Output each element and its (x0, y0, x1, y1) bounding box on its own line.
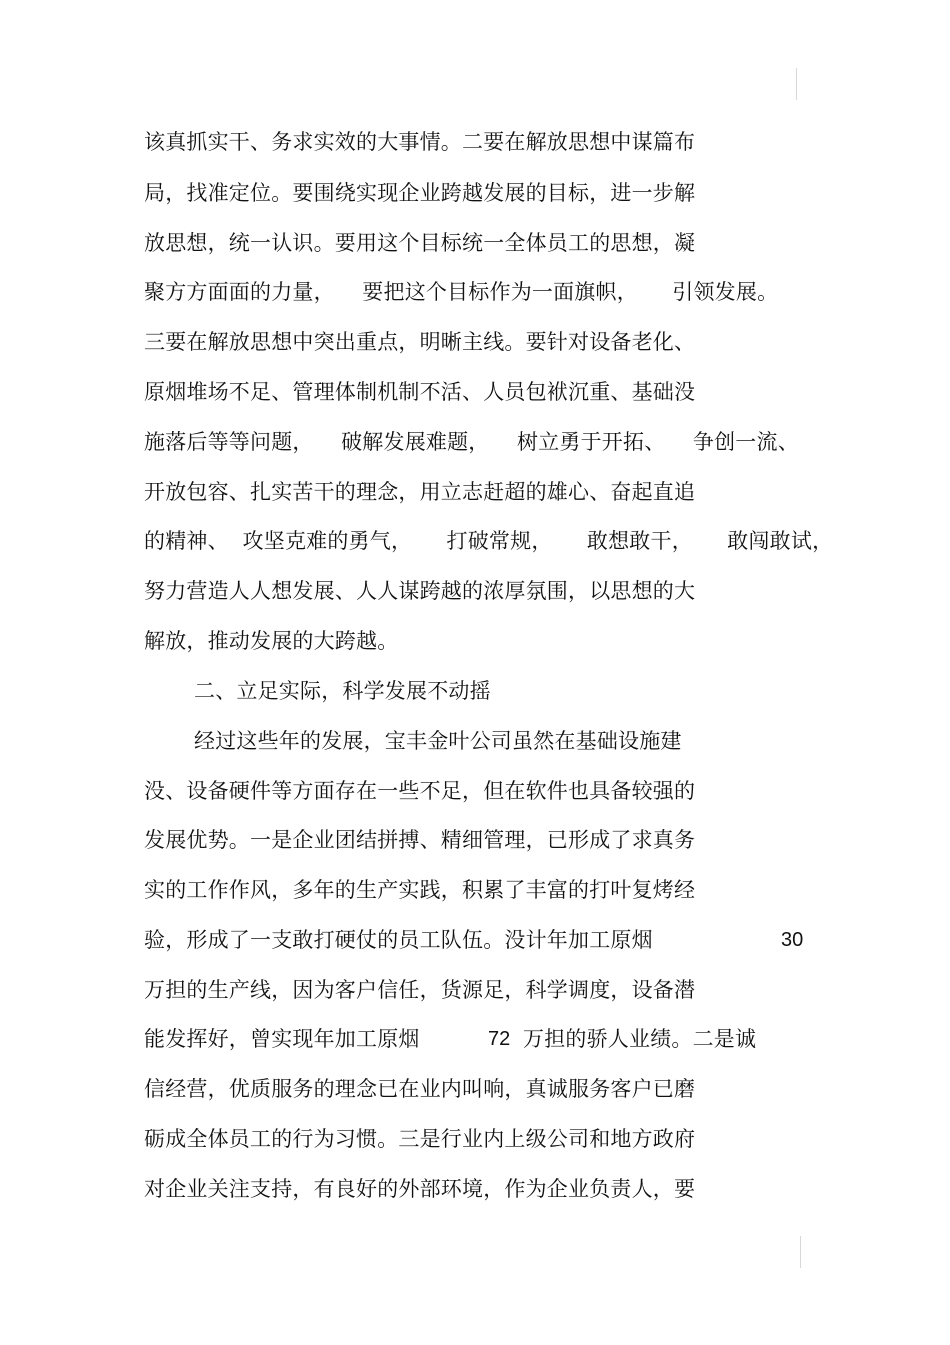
text-line: 放思想，统一认识。要用这个目标统一全体员工的思想，凝 (144, 231, 696, 255)
text-line: 信经营，优质服务的理念已在业内叫响，真诚服务客户已磨 (144, 1077, 696, 1101)
text-line: 局，找准定位。要围绕实现企业跨越发展的目标，进一步解 (144, 181, 696, 205)
text-line: 万担的生产线，因为客户信任，货源足，科学调度，设备潜 (144, 978, 696, 1002)
text-line-continuation: 万担的骄人业绩。二是诚 (523, 1027, 757, 1051)
text-line: 的精神、 攻坚克难的勇气， 打破常规， 敢想敢干， 敢闯敢试， (144, 529, 834, 553)
number-72: 72 (488, 1028, 511, 1050)
text-line: 对企业关注支持，有良好的外部环境，作为企业负责人，要 (144, 1177, 696, 1201)
text-line: 聚方方面面的力量， 要把这个目标作为一面旗帜， 引领发展。 (144, 280, 779, 304)
section-heading: 二、立足实际，科学发展不动摇 (194, 679, 491, 703)
text-line: 该真抓实干、务求实效的大事情。二要在解放思想中谋篇布 (144, 130, 696, 154)
text-line: 砺成全体员工的行为习惯。三是行业内上级公司和地方政府 (144, 1127, 696, 1151)
text-line: 没、设备硬件等方面存在一些不足，但在软件也具备较强的 (144, 779, 696, 803)
text-line: 能发挥好，曾实现年加工原烟 (144, 1027, 420, 1051)
text-line: 发展优势。一是企业团结拼搏、精细管理，已形成了求真务 (144, 828, 696, 852)
text-line: 验，形成了一支敢打硬仗的员工队伍。没计年加工原烟 (144, 928, 653, 952)
text-line: 原烟堆场不足、管理体制机制不活、人员包袱沉重、基础没 (144, 380, 696, 404)
paragraph-first-line: 经过这些年的发展，宝丰金叶公司虽然在基础设施建 (194, 729, 682, 753)
text-line: 实的工作作风，多年的生产实践，积累了丰富的打叶复烤经 (144, 878, 696, 902)
text-line: 努力营造人人想发展、人人谋跨越的浓厚氛围，以思想的大 (144, 579, 696, 603)
margin-mark-bottom (800, 1236, 801, 1268)
text-line: 施落后等等问题， 破解发展难题， 树立勇于开拓、 争创一流、 (144, 430, 799, 454)
text-line: 解放，推动发展的大跨越。 (144, 629, 399, 653)
text-line: 开放包容、扎实苦干的理念，用立志赶超的雄心、奋起直追 (144, 480, 696, 504)
text-line: 三要在解放思想中突出重点，明晰主线。要针对设备老化、 (144, 330, 696, 354)
number-30: 30 (781, 929, 804, 951)
margin-mark-top (796, 68, 797, 100)
